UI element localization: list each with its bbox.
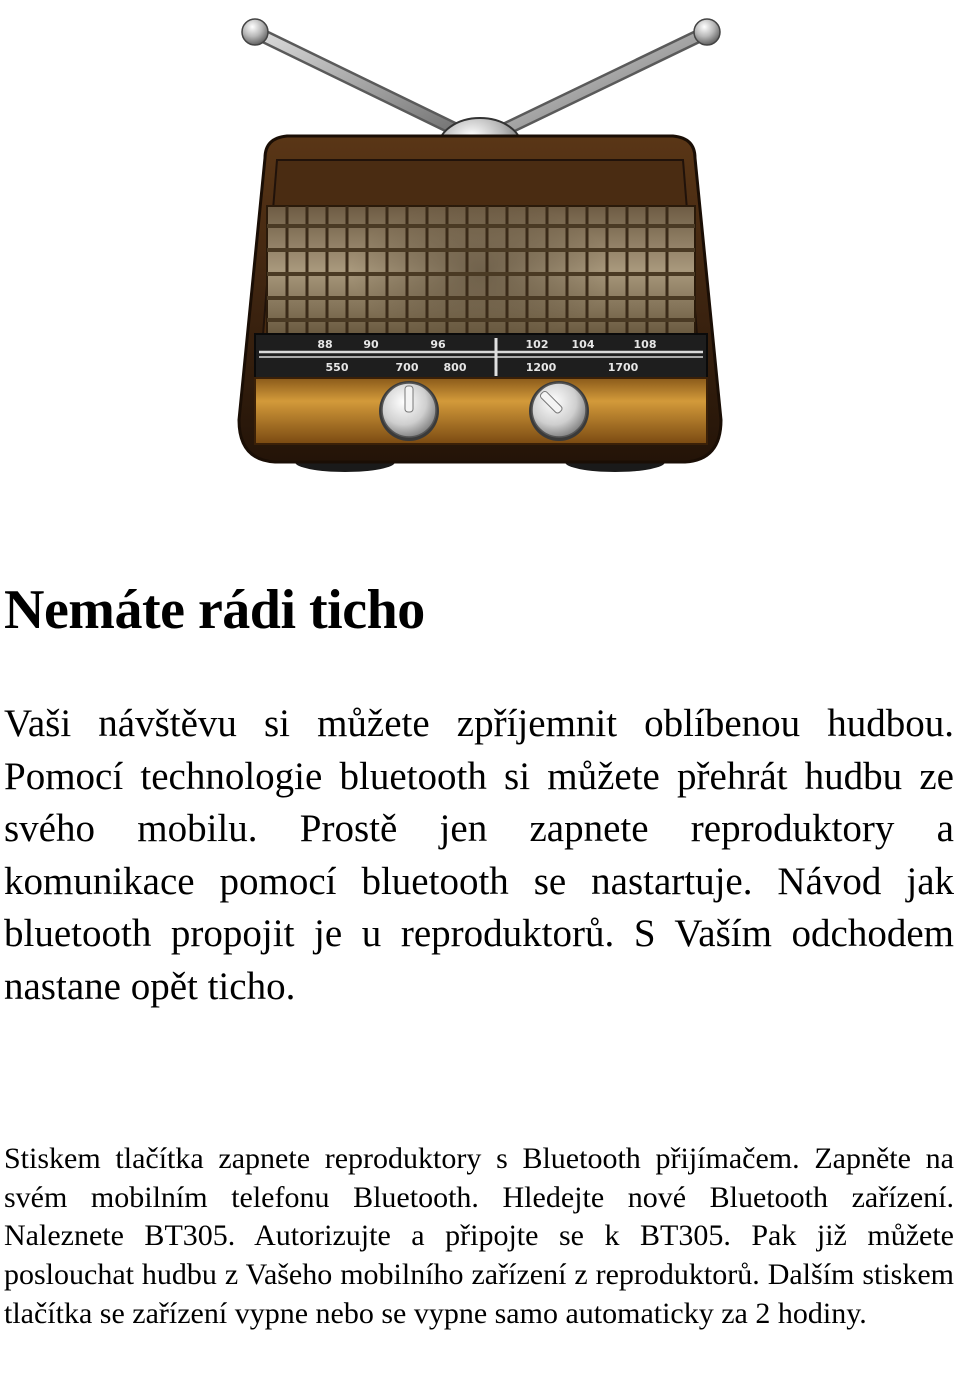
fm-scale-label: 102 xyxy=(525,338,549,351)
fm-scale-label: 88 xyxy=(317,338,333,351)
am-scale-label: 700 xyxy=(395,361,419,374)
am-scale-label: 550 xyxy=(325,361,349,374)
tuning-dial xyxy=(255,334,707,378)
am-scale-label: 1700 xyxy=(607,361,639,374)
volume-knob xyxy=(379,381,439,441)
fm-scale-label: 104 xyxy=(571,338,595,351)
am-scale-label: 800 xyxy=(443,361,467,374)
fm-scale-label: 108 xyxy=(633,338,657,351)
am-scale-label: 1200 xyxy=(525,361,557,374)
speaker-grille xyxy=(267,202,695,342)
instructions-paragraph: Stiskem tlačítka zapnete reproduktory s Bluetooth přijímačem. Zapněte na svém mobilním telefonu Bluetooth. Hledejte nové Bluetooth zařízení. Naleznete BT305. Autorizujte a připojte se k BT305. Pak již můžete poslouchat hudbu z Vašeho mobilního zařízení z reproduktorů. Dalším stiskem tlačítka se zařízení vypne nebo se vypne samo automaticky za 2 hodiny. xyxy=(4,1142,954,1330)
control-panel xyxy=(255,378,707,444)
vintage-radio-illustration xyxy=(225,10,735,480)
fm-scale-label: 90 xyxy=(363,338,379,351)
tuning-knob xyxy=(529,381,589,441)
intro-paragraph: Vaši návštěvu si můžete zpříjemnit oblíbenou hudbou. Pomocí technologie bluetooth si můžete přehrát hudbu ze svého mobilu. Prostě jen zapnete reproduktory a komunikace pomocí bluetooth se nastartuje. Návod jak bluetooth propojit je u reproduktorů. S Vaším odchodem nastane opět ticho. xyxy=(4,702,954,1008)
page-title: Nemáte rádi ticho xyxy=(4,579,425,641)
fm-scale-label: 96 xyxy=(430,338,446,351)
